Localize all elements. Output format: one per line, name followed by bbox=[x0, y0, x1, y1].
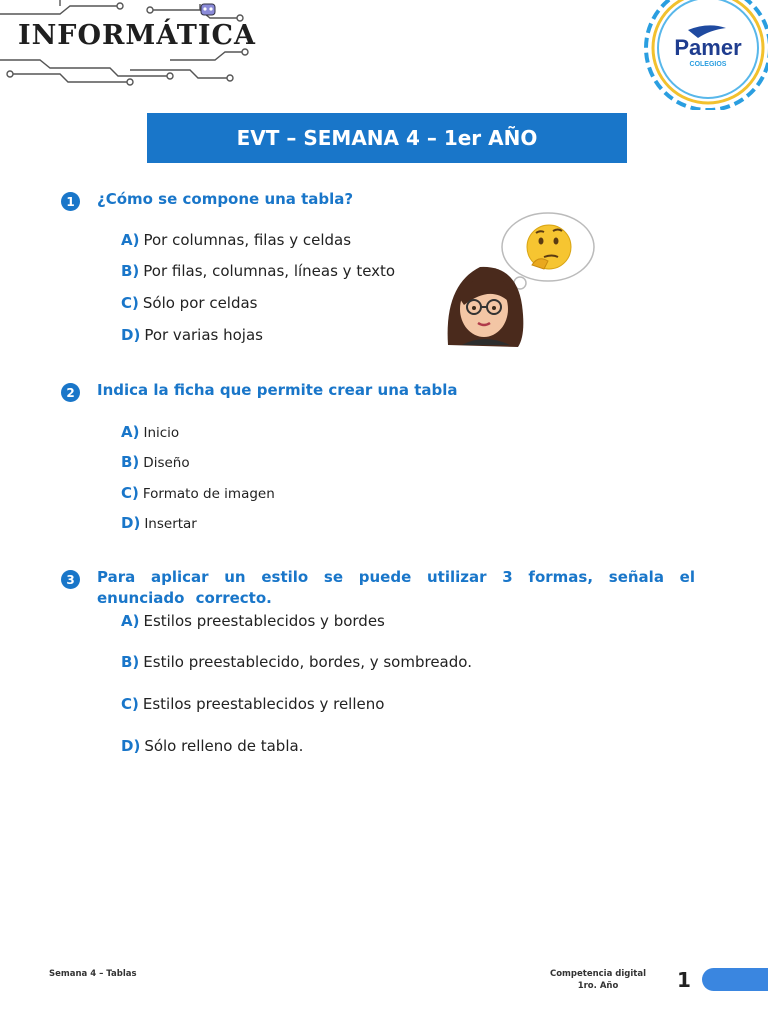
option-text: Por varias hojas bbox=[144, 326, 263, 344]
option-letter: B) bbox=[121, 653, 140, 671]
footer-decoration-tab bbox=[702, 968, 768, 991]
brand-sub: COLEGIOS bbox=[689, 61, 727, 68]
answer-option[interactable] bbox=[121, 737, 303, 755]
thinking-girl-illustration bbox=[440, 205, 600, 350]
question-number: 2 bbox=[61, 383, 80, 402]
answer-option[interactable] bbox=[121, 294, 258, 312]
option-letter: A) bbox=[121, 423, 140, 441]
option-letter: B) bbox=[121, 262, 140, 280]
footer-right-text bbox=[540, 968, 656, 992]
footer-right-line2: 1ro. Año bbox=[577, 981, 619, 991]
answer-option[interactable] bbox=[121, 262, 395, 280]
option-text: Por columnas, filas y celdas bbox=[143, 231, 352, 249]
option-text: Diseño bbox=[143, 455, 190, 471]
answer-option[interactable] bbox=[121, 423, 179, 441]
page-title: EVT – SEMANA 4 – 1er AÑO bbox=[147, 113, 627, 163]
logo-text: INFORMÁTICA bbox=[18, 20, 256, 51]
page-number: 1 bbox=[677, 968, 691, 992]
option-text: Estilos preestablecidos y bordes bbox=[143, 612, 385, 630]
informatica-logo bbox=[0, 0, 256, 92]
question-text: Para aplicar un estilo se puede utilizar 3 formas, señala el enunciado correcto. bbox=[97, 568, 695, 607]
option-text: Por filas, columnas, líneas y texto bbox=[143, 262, 396, 280]
answer-option[interactable] bbox=[121, 695, 384, 713]
option-text: Formato de imagen bbox=[142, 486, 275, 502]
option-text: Estilo preestablecido, bordes, y sombreado. bbox=[143, 653, 472, 671]
option-text: Sólo por celdas bbox=[142, 294, 258, 312]
thinking-face-icon bbox=[527, 225, 571, 269]
answer-option[interactable] bbox=[121, 612, 385, 630]
footer-left-text: Semana 4 – Tablas bbox=[49, 969, 137, 979]
question-text: ¿Cómo se compone una tabla? bbox=[97, 190, 354, 208]
answer-option[interactable] bbox=[121, 231, 351, 249]
option-letter: C) bbox=[121, 294, 139, 312]
option-letter: D) bbox=[121, 326, 141, 344]
option-text: Inicio bbox=[143, 425, 180, 441]
option-letter: A) bbox=[121, 231, 140, 249]
option-letter: C) bbox=[121, 695, 139, 713]
option-text: Sólo relleno de tabla. bbox=[144, 737, 304, 755]
answer-option[interactable] bbox=[121, 326, 263, 344]
pamer-logo bbox=[636, 0, 768, 110]
answer-option[interactable] bbox=[121, 514, 197, 532]
answer-option[interactable] bbox=[121, 453, 190, 471]
pamer-emblem bbox=[636, 0, 768, 110]
option-letter: D) bbox=[121, 737, 141, 755]
option-letter: B) bbox=[121, 453, 140, 471]
question-text: Indica la ficha que permite crear una tabla bbox=[97, 381, 458, 399]
option-text: Insertar bbox=[144, 516, 197, 532]
question-number: 1 bbox=[61, 192, 80, 211]
question-number: 3 bbox=[61, 570, 80, 589]
answer-option[interactable] bbox=[121, 653, 472, 671]
option-letter: C) bbox=[121, 484, 139, 502]
option-text: Estilos preestablecidos y relleno bbox=[142, 695, 385, 713]
brand-name: Pamer bbox=[674, 35, 742, 60]
answer-option[interactable] bbox=[121, 484, 275, 502]
option-letter: A) bbox=[121, 612, 140, 630]
option-letter: D) bbox=[121, 514, 141, 532]
robot-icon bbox=[201, 4, 215, 15]
footer-right-line1: Competencia digital bbox=[549, 969, 647, 979]
